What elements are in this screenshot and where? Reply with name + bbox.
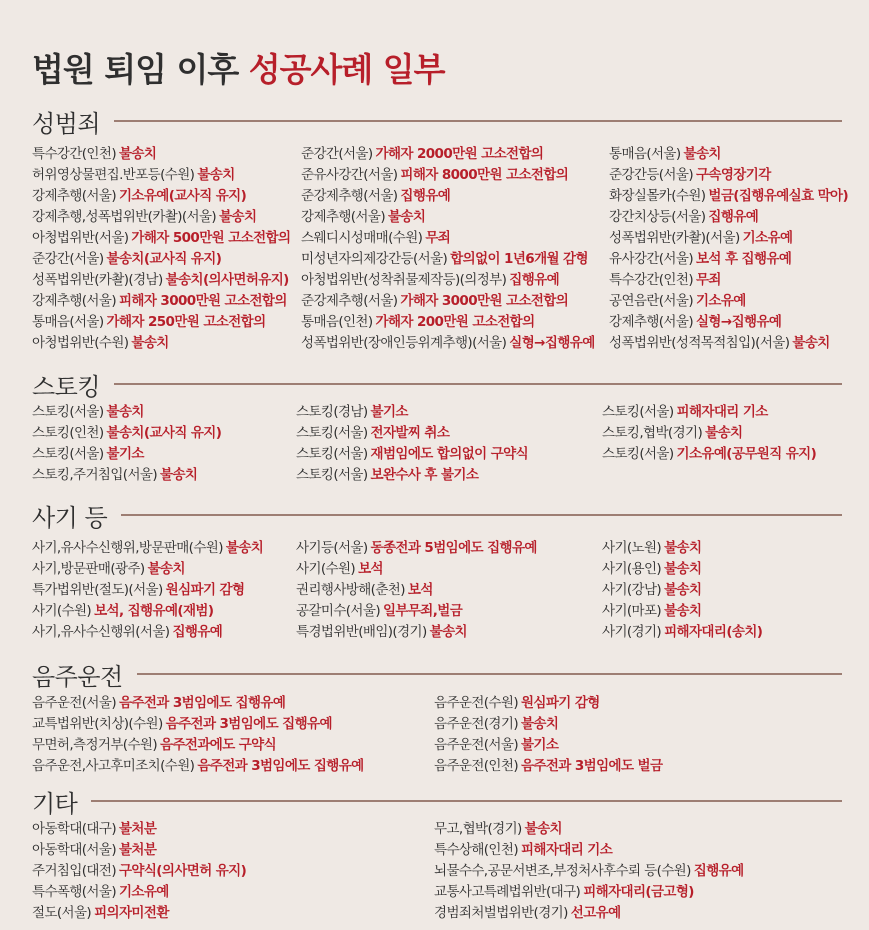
case-name: 강제추행(서울) bbox=[32, 293, 116, 309]
case-result: 동종전과 5범임에도 집행유예 bbox=[370, 540, 537, 556]
case-name: 준강제추행(서울) bbox=[301, 188, 398, 204]
case-item bbox=[301, 270, 595, 291]
title-accent: 성공사례 일부 bbox=[248, 50, 445, 89]
case-result: 불송치 bbox=[387, 209, 426, 225]
case-name: 스토킹(인천) bbox=[32, 425, 104, 441]
case-name: 음주운전(수원) bbox=[434, 695, 518, 711]
case-column bbox=[296, 538, 537, 643]
section-divider bbox=[121, 514, 842, 516]
case-name: 통매음(인천) bbox=[301, 314, 373, 330]
case-item bbox=[602, 601, 762, 622]
case-item bbox=[32, 819, 246, 840]
case-item bbox=[32, 693, 364, 714]
case-name: 스토킹,협박(경기) bbox=[602, 425, 703, 441]
case-result: 불송치 bbox=[429, 624, 467, 640]
case-item bbox=[32, 270, 290, 291]
case-name: 사기(수원) bbox=[296, 561, 356, 577]
case-name: 강제추행(서울) bbox=[32, 188, 116, 204]
case-result: 보석 bbox=[407, 582, 433, 598]
case-column bbox=[32, 402, 221, 486]
case-name: 미성년자의제강간등(서울) bbox=[301, 251, 448, 267]
case-item bbox=[32, 186, 290, 207]
case-item bbox=[32, 465, 221, 486]
case-result: 불송치 bbox=[106, 404, 144, 420]
case-name: 절도(서울) bbox=[32, 905, 92, 921]
case-item bbox=[32, 756, 364, 777]
case-column bbox=[296, 402, 528, 486]
case-result: 가해자 200만원 고소전합의 bbox=[375, 314, 535, 330]
case-name: 아청법위반(수원) bbox=[32, 335, 129, 351]
case-name: 스토킹(서울) bbox=[602, 446, 674, 462]
case-name: 아청법위반(성착취물제작등)(의정부) bbox=[301, 272, 507, 288]
case-name: 공갈미수(서울) bbox=[296, 603, 380, 619]
section-divider bbox=[91, 800, 842, 802]
case-item bbox=[301, 165, 595, 186]
section-header bbox=[32, 784, 842, 818]
case-result: 집행유예 bbox=[400, 188, 451, 204]
case-item bbox=[32, 249, 290, 270]
case-name: 사기(마포) bbox=[602, 603, 662, 619]
case-item bbox=[301, 249, 595, 270]
section-title: 스토킹 bbox=[32, 372, 101, 401]
case-item bbox=[609, 291, 848, 312]
case-name: 교통사고특례법위반(대구) bbox=[434, 884, 581, 900]
case-item bbox=[434, 882, 744, 903]
case-name: 허위영상물편집.반포등(수원) bbox=[32, 167, 195, 183]
case-item bbox=[296, 538, 537, 559]
case-result: 가해자 2000만원 고소전합의 bbox=[375, 146, 544, 162]
case-item bbox=[301, 333, 595, 354]
case-name: 스토킹,주거침입(서울) bbox=[32, 467, 157, 483]
case-result: 보석, 집행유예(재범) bbox=[94, 603, 214, 619]
case-name: 강제추행,성폭법위반(카촬)(서울) bbox=[32, 209, 217, 225]
case-name: 음주운전(경기) bbox=[434, 716, 518, 732]
case-result: 원심파기 감형 bbox=[520, 695, 600, 711]
case-name: 특수강간(인천) bbox=[609, 272, 693, 288]
case-name: 성폭법위반(카촬)(경남) bbox=[32, 272, 163, 288]
case-name: 성폭법위반(장애인등위계추행)(서울) bbox=[301, 335, 507, 351]
case-column bbox=[434, 693, 662, 777]
section-title: 사기 등 bbox=[32, 503, 108, 532]
case-column bbox=[609, 144, 848, 354]
case-item bbox=[434, 714, 662, 735]
case-result: 보완수사 후 불기소 bbox=[370, 467, 479, 483]
section-divider bbox=[114, 120, 842, 122]
case-result: 불송치 bbox=[520, 716, 559, 732]
case-item bbox=[609, 249, 848, 270]
case-result: 불송치 bbox=[664, 561, 702, 577]
case-item bbox=[434, 840, 744, 861]
case-name: 성폭법위반(성적목적침입)(서울) bbox=[609, 335, 790, 351]
case-result: 불송치 bbox=[792, 335, 830, 351]
section-header bbox=[32, 104, 842, 138]
case-item bbox=[296, 423, 528, 444]
case-result: 무죄 bbox=[695, 272, 721, 288]
case-name: 스토킹(서울) bbox=[602, 404, 674, 420]
case-result: 불송치 bbox=[524, 821, 562, 837]
case-result: 음주전과 3범임에도 집행유예 bbox=[197, 758, 364, 774]
case-result: 불기소 bbox=[520, 737, 559, 753]
case-item bbox=[32, 735, 364, 756]
case-name: 사기(용인) bbox=[602, 561, 662, 577]
case-result: 피의자미전환 bbox=[94, 905, 169, 921]
case-result: 불처분 bbox=[118, 821, 157, 837]
case-result: 불송치(교사직 유지) bbox=[106, 251, 222, 267]
case-name: 아동학대(대구) bbox=[32, 821, 116, 837]
case-result: 무죄 bbox=[425, 230, 451, 246]
case-result: 불송치 bbox=[118, 146, 157, 162]
case-item bbox=[434, 819, 744, 840]
case-result: 기소유예 bbox=[118, 884, 169, 900]
case-name: 스웨디시성매매(수원) bbox=[301, 230, 423, 246]
case-name: 성폭법위반(카촬)(서울) bbox=[609, 230, 740, 246]
case-name: 아동학대(서울) bbox=[32, 842, 116, 858]
case-name: 음주운전(인천) bbox=[434, 758, 518, 774]
case-result: 보석 후 집행유예 bbox=[695, 251, 792, 267]
case-result: 불송치 bbox=[664, 603, 702, 619]
case-item bbox=[32, 840, 246, 861]
case-item bbox=[609, 207, 848, 228]
section-header bbox=[32, 657, 842, 691]
case-name: 무면허,측정거부(수원) bbox=[32, 737, 157, 753]
case-name: 무고,협박(경기) bbox=[434, 821, 522, 837]
case-result: 기소유예 bbox=[695, 293, 746, 309]
case-result: 피해자대리(송치) bbox=[664, 624, 763, 640]
case-name: 아청법위반(서울) bbox=[32, 230, 129, 246]
case-result: 불송치 bbox=[131, 335, 169, 351]
case-result: 기소유예 bbox=[742, 230, 793, 246]
page-title bbox=[32, 44, 445, 91]
case-item bbox=[296, 601, 537, 622]
case-result: 가해자 3000만원 고소전합의 bbox=[400, 293, 569, 309]
case-name: 준강간등(서울) bbox=[609, 167, 693, 183]
case-item bbox=[296, 622, 537, 643]
case-result: 불송치 bbox=[683, 146, 721, 162]
case-result: 불송치 bbox=[225, 540, 264, 556]
case-column bbox=[301, 144, 595, 354]
case-column bbox=[32, 819, 246, 924]
case-result: 기소유예(공무원직 유지) bbox=[676, 446, 817, 462]
case-name: 스토킹(서울) bbox=[296, 467, 368, 483]
case-item bbox=[301, 186, 595, 207]
case-result: 기소유예(교사직 유지) bbox=[118, 188, 247, 204]
case-result: 가해자 250만원 고소전합의 bbox=[106, 314, 266, 330]
case-result: 불송치 bbox=[705, 425, 743, 441]
case-result: 불송치 bbox=[197, 167, 235, 183]
case-item bbox=[32, 622, 263, 643]
case-result: 불처분 bbox=[118, 842, 157, 858]
case-name: 사기(노원) bbox=[602, 540, 662, 556]
case-name: 특경법위반(배임)(경기) bbox=[296, 624, 427, 640]
case-item bbox=[609, 270, 848, 291]
case-result: 집행유예 bbox=[693, 863, 744, 879]
case-item bbox=[602, 538, 762, 559]
section-header bbox=[32, 367, 842, 401]
section-title: 기타 bbox=[32, 789, 78, 818]
case-column bbox=[602, 402, 816, 465]
case-name: 사기등(서울) bbox=[296, 540, 368, 556]
case-name: 특가법위반(절도)(서울) bbox=[32, 582, 163, 598]
case-result: 불송치 bbox=[147, 561, 185, 577]
case-item bbox=[32, 580, 263, 601]
case-name: 사기(강남) bbox=[602, 582, 662, 598]
case-item bbox=[32, 291, 290, 312]
case-name: 준유사강간(서울) bbox=[301, 167, 398, 183]
case-item bbox=[434, 693, 662, 714]
case-item bbox=[434, 903, 744, 924]
case-result: 전자발찌 취소 bbox=[370, 425, 450, 441]
case-item bbox=[32, 423, 221, 444]
case-result: 음주전과 3범임에도 벌금 bbox=[520, 758, 663, 774]
case-result: 구약식(의사면허 유지) bbox=[118, 863, 247, 879]
case-result: 집행유예 bbox=[509, 272, 560, 288]
section-divider bbox=[137, 673, 842, 675]
case-column bbox=[434, 819, 744, 924]
case-name: 강간치상등(서울) bbox=[609, 209, 706, 225]
case-result: 불송치 bbox=[160, 467, 198, 483]
case-result: 집행유예 bbox=[172, 624, 223, 640]
case-result: 집행유예 bbox=[708, 209, 759, 225]
case-result: 합의없이 1년6개월 감형 bbox=[450, 251, 588, 267]
case-result: 피해자 3000만원 고소전합의 bbox=[118, 293, 287, 309]
case-item bbox=[32, 903, 246, 924]
case-column bbox=[32, 693, 364, 777]
case-item bbox=[296, 580, 537, 601]
case-result: 불기소 bbox=[370, 404, 408, 420]
case-item bbox=[32, 601, 263, 622]
case-item bbox=[602, 423, 816, 444]
case-item bbox=[609, 186, 848, 207]
case-result: 불송치 bbox=[664, 582, 702, 598]
case-item bbox=[296, 465, 528, 486]
case-result: 불송치(의사면허유지) bbox=[165, 272, 289, 288]
title-main: 법원 퇴임 이후 bbox=[32, 50, 239, 89]
case-name: 사기,방문판매(광주) bbox=[32, 561, 145, 577]
case-name: 주거침입(대전) bbox=[32, 863, 116, 879]
case-item bbox=[32, 144, 290, 165]
case-name: 음주운전,사고후미조치(수원) bbox=[32, 758, 195, 774]
case-result: 불송치 bbox=[219, 209, 257, 225]
case-item bbox=[32, 333, 290, 354]
case-result: 음주전과 3범임에도 집행유예 bbox=[165, 716, 332, 732]
case-item bbox=[434, 735, 662, 756]
case-item bbox=[32, 207, 290, 228]
case-item bbox=[296, 559, 537, 580]
section-title: 음주운전 bbox=[32, 662, 123, 691]
case-name: 준강제추행(서울) bbox=[301, 293, 398, 309]
case-item bbox=[301, 291, 595, 312]
case-name: 음주운전(서울) bbox=[32, 695, 116, 711]
case-name: 통매음(서울) bbox=[609, 146, 681, 162]
case-item bbox=[602, 402, 816, 423]
case-item bbox=[32, 444, 221, 465]
case-item bbox=[32, 165, 290, 186]
case-result: 불송치(교사직 유지) bbox=[106, 425, 222, 441]
case-item bbox=[296, 444, 528, 465]
case-name: 통매음(서울) bbox=[32, 314, 104, 330]
case-name: 경범죄처벌법위반(경기) bbox=[434, 905, 568, 921]
case-name: 특수상해(인천) bbox=[434, 842, 518, 858]
case-item bbox=[609, 144, 848, 165]
case-result: 피해자 8000만원 고소전합의 bbox=[400, 167, 569, 183]
section-header bbox=[32, 498, 842, 532]
case-result: 원심파기 감형 bbox=[165, 582, 245, 598]
section-title: 성범죄 bbox=[32, 109, 101, 138]
case-result: 선고유예 bbox=[570, 905, 621, 921]
case-result: 피해자대리 기소 bbox=[676, 404, 768, 420]
case-name: 사기(수원) bbox=[32, 603, 92, 619]
case-item bbox=[434, 756, 662, 777]
case-name: 스토킹(서울) bbox=[32, 404, 104, 420]
case-result: 재범임에도 합의없이 구약식 bbox=[370, 446, 529, 462]
case-result: 구속영장기각 bbox=[695, 167, 771, 183]
case-item bbox=[301, 312, 595, 333]
case-item bbox=[301, 144, 595, 165]
case-result: 음주전과에도 구약식 bbox=[160, 737, 277, 753]
case-item bbox=[32, 882, 246, 903]
case-name: 교특법위반(치상)(수원) bbox=[32, 716, 163, 732]
case-name: 준강간(서울) bbox=[301, 146, 373, 162]
case-result: 보석 bbox=[358, 561, 383, 577]
case-item bbox=[32, 538, 263, 559]
case-item bbox=[296, 402, 528, 423]
case-name: 특수강간(인천) bbox=[32, 146, 116, 162]
section-divider bbox=[114, 383, 842, 385]
case-name: 유사강간(서울) bbox=[609, 251, 693, 267]
case-name: 준강간(서울) bbox=[32, 251, 104, 267]
case-item bbox=[609, 228, 848, 249]
case-name: 강제추행(서울) bbox=[301, 209, 385, 225]
case-column bbox=[32, 144, 290, 354]
case-item bbox=[602, 622, 762, 643]
case-item bbox=[32, 714, 364, 735]
case-item bbox=[32, 228, 290, 249]
case-item bbox=[32, 312, 290, 333]
case-result: 실형→집행유예 bbox=[509, 335, 595, 351]
case-item bbox=[32, 559, 263, 580]
case-item bbox=[602, 444, 816, 465]
case-item bbox=[602, 559, 762, 580]
case-name: 음주운전(서울) bbox=[434, 737, 518, 753]
case-name: 화장실몰카(수원) bbox=[609, 188, 706, 204]
case-item bbox=[32, 402, 221, 423]
case-name: 특수폭행(서울) bbox=[32, 884, 116, 900]
case-item bbox=[301, 228, 595, 249]
case-result: 가해자 500만원 고소전합의 bbox=[131, 230, 291, 246]
case-name: 사기,유사수신행위(서울) bbox=[32, 624, 170, 640]
case-item bbox=[434, 861, 744, 882]
case-result: 음주전과 3범임에도 집행유예 bbox=[118, 695, 286, 711]
case-name: 사기,유사수신행위,방문판매(수원) bbox=[32, 540, 223, 556]
case-result: 피해자대리 기소 bbox=[520, 842, 613, 858]
case-item bbox=[609, 333, 848, 354]
case-name: 스토킹(서울) bbox=[296, 425, 368, 441]
case-item bbox=[609, 312, 848, 333]
case-item bbox=[602, 580, 762, 601]
case-name: 공연음란(서울) bbox=[609, 293, 693, 309]
case-item bbox=[301, 207, 595, 228]
case-name: 스토킹(경남) bbox=[296, 404, 368, 420]
case-result: 실형→집행유예 bbox=[695, 314, 782, 330]
case-column bbox=[602, 538, 762, 643]
case-result: 피해자대리(금고형) bbox=[583, 884, 694, 900]
case-item bbox=[609, 165, 848, 186]
case-item bbox=[32, 861, 246, 882]
case-result: 불기소 bbox=[106, 446, 144, 462]
case-name: 강제추행(서울) bbox=[609, 314, 693, 330]
case-name: 권리행사방해(춘천) bbox=[296, 582, 405, 598]
case-name: 스토킹(서울) bbox=[296, 446, 368, 462]
case-column bbox=[32, 538, 263, 643]
case-result: 벌금(집행유예실효 막아) bbox=[708, 188, 849, 204]
case-result: 불송치 bbox=[664, 540, 702, 556]
case-name: 스토킹(서울) bbox=[32, 446, 104, 462]
case-result: 일부무죄,벌금 bbox=[382, 603, 463, 619]
case-name: 뇌물수수,공문서변조,부정처사후수뢰 등(수원) bbox=[434, 863, 691, 879]
case-name: 사기(경기) bbox=[602, 624, 662, 640]
